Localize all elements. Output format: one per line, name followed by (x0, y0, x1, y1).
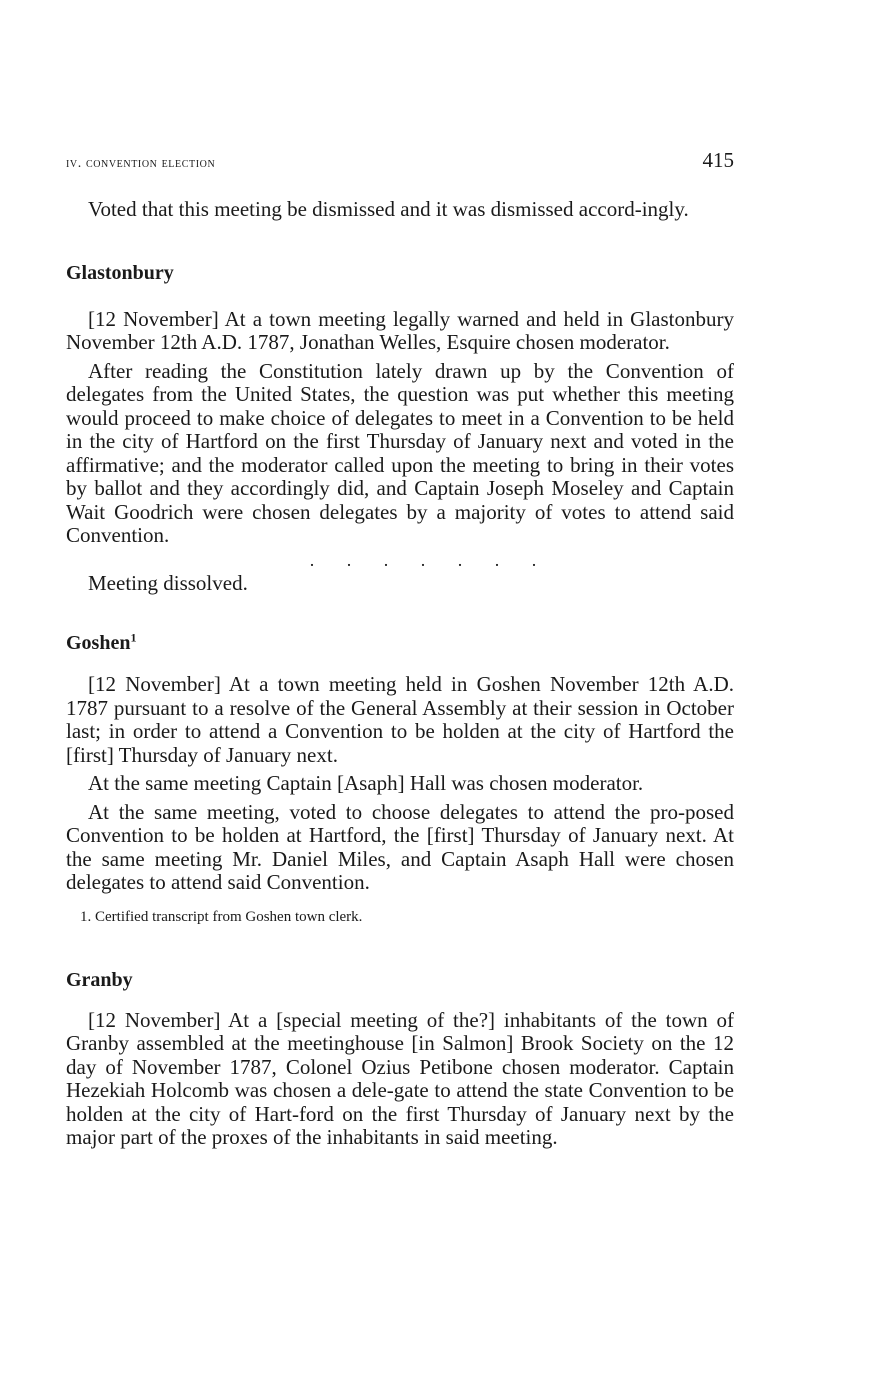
page (66, 148, 734, 1150)
footnote: 1. Certified transcript from Goshen town clerk. (80, 908, 363, 925)
glastonbury-paragraph-2: After reading the Constitution lately drawn up by the Convention of delegates from the United States, the question was put whether this meeting would proceed to make choice of delegates to meet in a Convention to be held in the city of Hartford on the first Thursday of January next and voted in the affirmative; and the moderator called upon the meeting to bring in their votes by ballot and they accordingly did, and Captain Joseph Moseley and Captain Wait Goodrich were chosen delegates by a majority of votes to attend said Convention. (66, 358, 734, 547)
section-heading-granby: Granby (66, 968, 133, 991)
glastonbury-paragraph-3: Meeting dissolved. (88, 570, 248, 595)
goshen-paragraph-3: At the same meeting, voted to choose delegates to attend the pro-posed Convention to be holden at Hartford, the [first] Thursday of January next. At the same meeting Mr. Daniel Miles, and Captain Asaph Hall were chosen delegates to attend said Convention. (66, 799, 734, 894)
section-heading-goshen-text: Goshen (66, 632, 131, 654)
page-number: 415 (702, 148, 734, 172)
granby-paragraph-1: [12 November] At a [special meeting of the?] inhabitants of the town of Granby assembled at the meetinghouse [in Salmon] Brook Society on the 12 day of November 1787, Colonel Ozius Petibone chosen moderator. Captain Hezekiah Holcomb was chosen a dele-gate to attend the state Convention to be holden at the city of Hart-ford on the first Thursday of January next by the major part of the proxes of the inhabitants in said meeting. (66, 1007, 734, 1149)
running-head (66, 148, 734, 178)
intro-paragraph: Voted that this meeting be dismissed and it was dismissed accord-ingly. (88, 197, 689, 221)
section-heading-glastonbury: Glastonbury (66, 261, 174, 284)
goshen-paragraph-2: At the same meeting Captain [Asaph] Hall was chosen moderator. (88, 771, 644, 795)
goshen-paragraph-1: [12 November] At a town meeting held in Goshen November 12th A.D. 1787 pursuant to a resolve of the General Assembly at their session in October last; in order to attend a Convention to be holden at the city of Hartford the [first] Thursday of January next. (66, 672, 734, 767)
running-title: iv. convention election (66, 156, 216, 171)
footnote-marker: 1 (130, 630, 137, 645)
ellipsis-divider: . . . . . . . (309, 549, 551, 570)
glastonbury-paragraph-1: [12 November] At a town meeting legally warned and held in Glastonbury November 12th A.D. 1787, Jonathan Welles, Esquire chosen moderator. (66, 306, 734, 354)
section-heading-goshen (66, 631, 734, 655)
